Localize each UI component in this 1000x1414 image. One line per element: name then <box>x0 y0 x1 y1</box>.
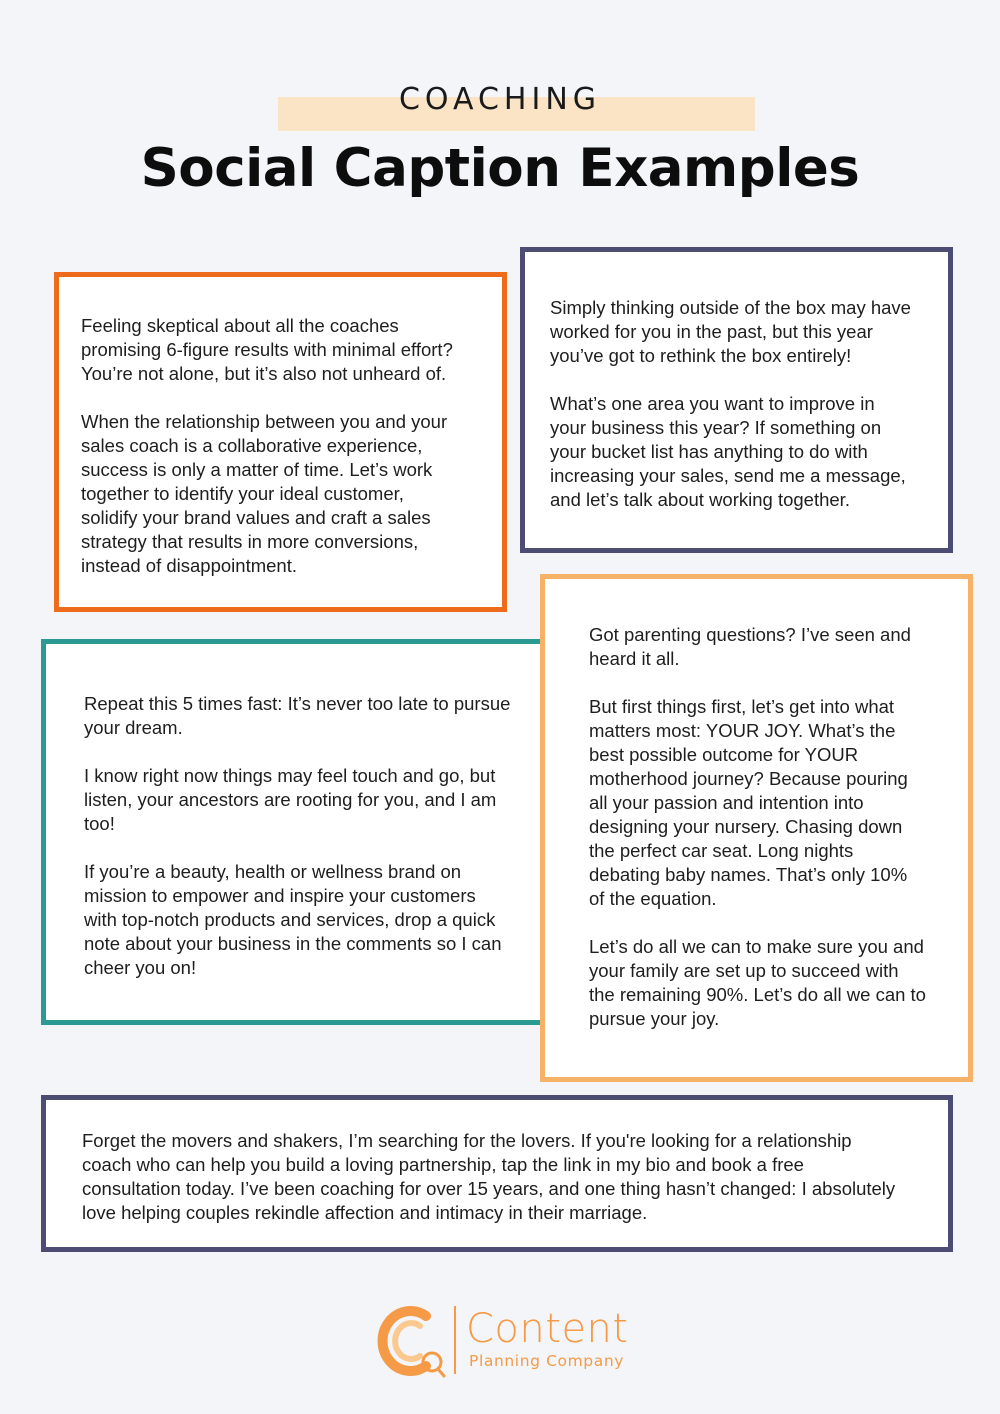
brand-logo <box>374 1302 644 1382</box>
content-planning-c-logo-icon <box>374 1302 446 1380</box>
brand-name: Content <box>466 1306 629 1352</box>
caption-card-pursue-dream <box>41 639 546 1025</box>
caption-text: Forget the movers and shakers, I’m searching for the lovers. If you're looking for a relationship coach who can help you build a loving partnership, tap the link in my bio and book a free consultation today. I’ve been coaching for over 15 years, and one thing hasn’t changed: I absolutely love helping couples rekindle affection and intimacy in their marriage. <box>82 1130 896 1223</box>
brand-subtitle: Planning Company <box>469 1352 625 1370</box>
caption-card-sales-coach <box>54 272 507 612</box>
caption-text: Repeat this 5 times fast: It’s never too late to pursue your dream. I know right now things may feel touch and go, but listen, your ancestors are rooting for you, and I am too! If you’re a beauty, health or wellness brand on mission to empower and inspire your customers with top-notch products and services, drop a quick note about your business in the comments so I can cheer you on! <box>84 693 511 978</box>
caption-card-relationship <box>41 1095 953 1252</box>
caption-card-rethink-box <box>520 247 953 553</box>
caption-text: Simply thinking outside of the box may have worked for you in the past, but this year you’ve got to rethink the box entirely! What’s one area you want to improve in your business this year? If something on your bucket list has anything to do with increasing your sales, send me a message, and let’s talk about working together. <box>550 297 911 510</box>
caption-text: Got parenting questions? I’ve seen and heard it all. But first things first, let’s get into what matters most: YOUR JOY. What’s the best possible outcome for YOUR motherhood journey? Because pouring all your passion and intention into designing your nursery. Chasing down the perfect car seat. Long nights debating baby names. That’s only 10% of the equation. Let’s do all we can to make sure you and your family are set up to succeed with the remaining 90%. Let’s do all we can to pursue your joy. <box>589 624 926 1029</box>
page-title: Social Caption Examples <box>140 138 860 199</box>
logo-divider <box>454 1306 456 1374</box>
caption-text: Feeling skeptical about all the coaches promising 6-figure results with minimal effort? You’re not alone, but it’s also not unheard of. When the relationship between you and your sales coach is a collaborative experience, success is only a matter of time. Let’s work together to identify your ideal customer, solidify your brand values and craft a sales strategy that results in more conversions, instead of disappointment. <box>81 315 453 576</box>
eyebrow-label: COACHING <box>398 82 602 117</box>
caption-card-parenting <box>540 574 973 1082</box>
